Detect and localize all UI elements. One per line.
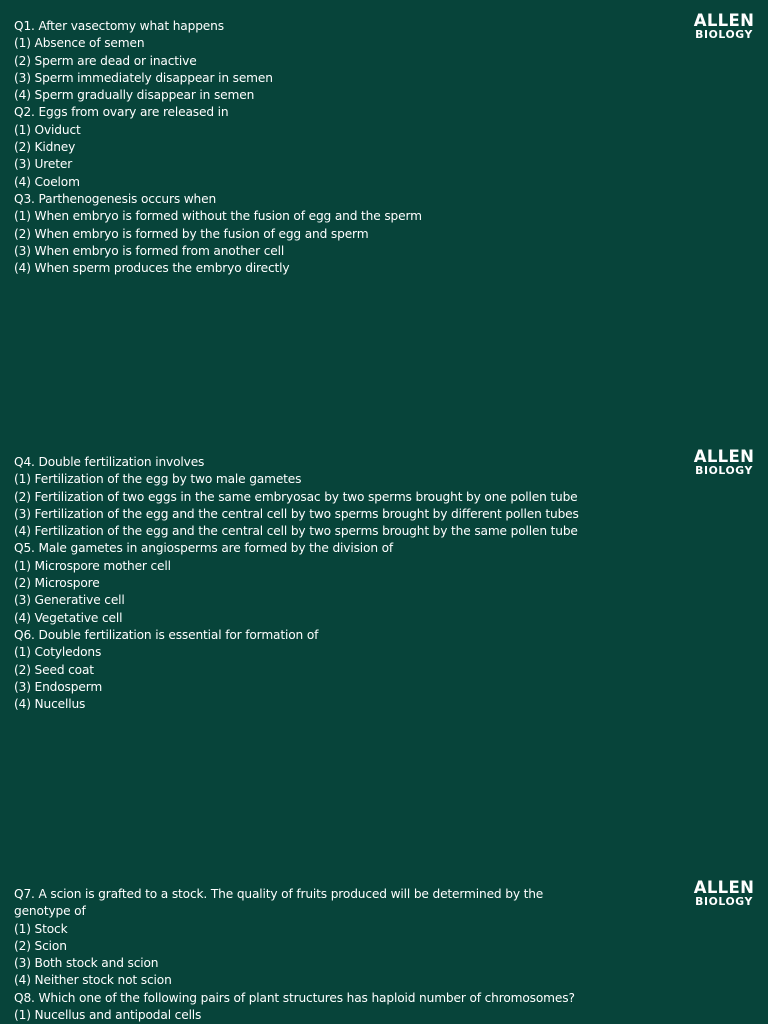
question-3-option-3: (3) When embryo is formed from another cell xyxy=(14,243,285,258)
question-1-option-4: (4) Sperm gradually disappear in semen xyxy=(14,88,255,103)
question-6-option-3: (3) Endosperm xyxy=(14,679,103,694)
question-2-title: Q2. Eggs from ovary are released in xyxy=(14,105,229,120)
question-1-option-2: (2) Sperm are dead or inactive xyxy=(14,53,197,68)
question-8-option-1: (1) Nucellus and antipodal cells xyxy=(14,1008,202,1023)
question-6-title: Q6. Double fertilization is essential for formation of xyxy=(14,627,319,642)
question-3-title: Q3. Parthenogenesis occurs when xyxy=(14,191,217,206)
question-5-option-4: (4) Vegetative cell xyxy=(14,610,123,625)
question-7-option-2: (2) Scion xyxy=(14,938,67,953)
question-2-option-4: (4) Coelom xyxy=(14,174,80,189)
question-2-option-2: (2) Kidney xyxy=(14,140,76,155)
question-1-option-1: (1) Absence of semen xyxy=(14,36,145,51)
question-3-option-4: (4) When sperm produces the embryo directly xyxy=(14,261,290,276)
question-7-option-1: (1) Stock xyxy=(14,921,68,936)
logo-line-1: ALLEN xyxy=(693,878,755,897)
question-4-option-3: (3) Fertilization of the egg and the central cell by two sperms brought by different pollen tubes xyxy=(14,506,579,521)
question-block xyxy=(14,886,589,1024)
question-1-option-3: (3) Sperm immediately disappear in semen xyxy=(14,70,273,85)
slide-1 xyxy=(0,0,768,436)
question-5-option-3: (3) Generative cell xyxy=(14,593,125,608)
logo-line-2: BIOLOGY xyxy=(695,464,753,477)
allen-biology-logo xyxy=(692,12,756,40)
question-5-title: Q5. Male gametes in angiosperms are formed by the division of xyxy=(14,541,394,556)
question-5-option-2: (2) Microspore xyxy=(14,576,100,591)
question-5-option-1: (1) Microspore mother cell xyxy=(14,558,171,573)
question-6-option-1: (1) Cotyledons xyxy=(14,645,102,660)
question-3-option-1: (1) When embryo is formed without the fusion of egg and the sperm xyxy=(14,209,422,224)
allen-biology-logo xyxy=(692,879,756,907)
question-2-option-1: (1) Oviduct xyxy=(14,122,81,137)
question-4-option-1: (1) Fertilization of the egg by two male gametes xyxy=(14,472,302,487)
logo-line-1: ALLEN xyxy=(693,447,755,466)
question-7-option-4: (4) Neither stock not scion xyxy=(14,973,172,988)
question-1-title: Q1. After vasectomy what happens xyxy=(14,19,224,33)
allen-biology-logo xyxy=(692,448,756,476)
question-2-option-3: (3) Ureter xyxy=(14,157,73,172)
question-6-option-4: (4) Nucellus xyxy=(14,697,86,712)
question-3-option-2: (2) When embryo is formed by the fusion of egg and sperm xyxy=(14,226,369,241)
question-block xyxy=(14,454,589,713)
slide-3 xyxy=(0,872,768,1024)
question-block xyxy=(14,18,589,277)
question-8-title: Q8. Which one of the following pairs of plant structures has haploid number of chromosomes? xyxy=(14,990,575,1005)
slide-2 xyxy=(0,436,768,872)
question-4-option-2: (2) Fertilization of two eggs in the same embryosac by two sperms brought by one pollen tube xyxy=(14,489,578,504)
question-6-option-2: (2) Seed coat xyxy=(14,662,94,677)
logo-line-2: BIOLOGY xyxy=(695,28,753,41)
logo-line-2: BIOLOGY xyxy=(695,895,753,908)
question-7-option-3: (3) Both stock and scion xyxy=(14,956,159,971)
question-7-title: Q7. A scion is grafted to a stock. The quality of fruits produced will be determined by the genotype of xyxy=(14,887,544,919)
question-4-option-4: (4) Fertilization of the egg and the central cell by two sperms brought by the same pollen tube xyxy=(14,524,578,539)
question-4-title: Q4. Double fertilization involves xyxy=(14,455,205,469)
logo-line-1: ALLEN xyxy=(693,11,755,30)
